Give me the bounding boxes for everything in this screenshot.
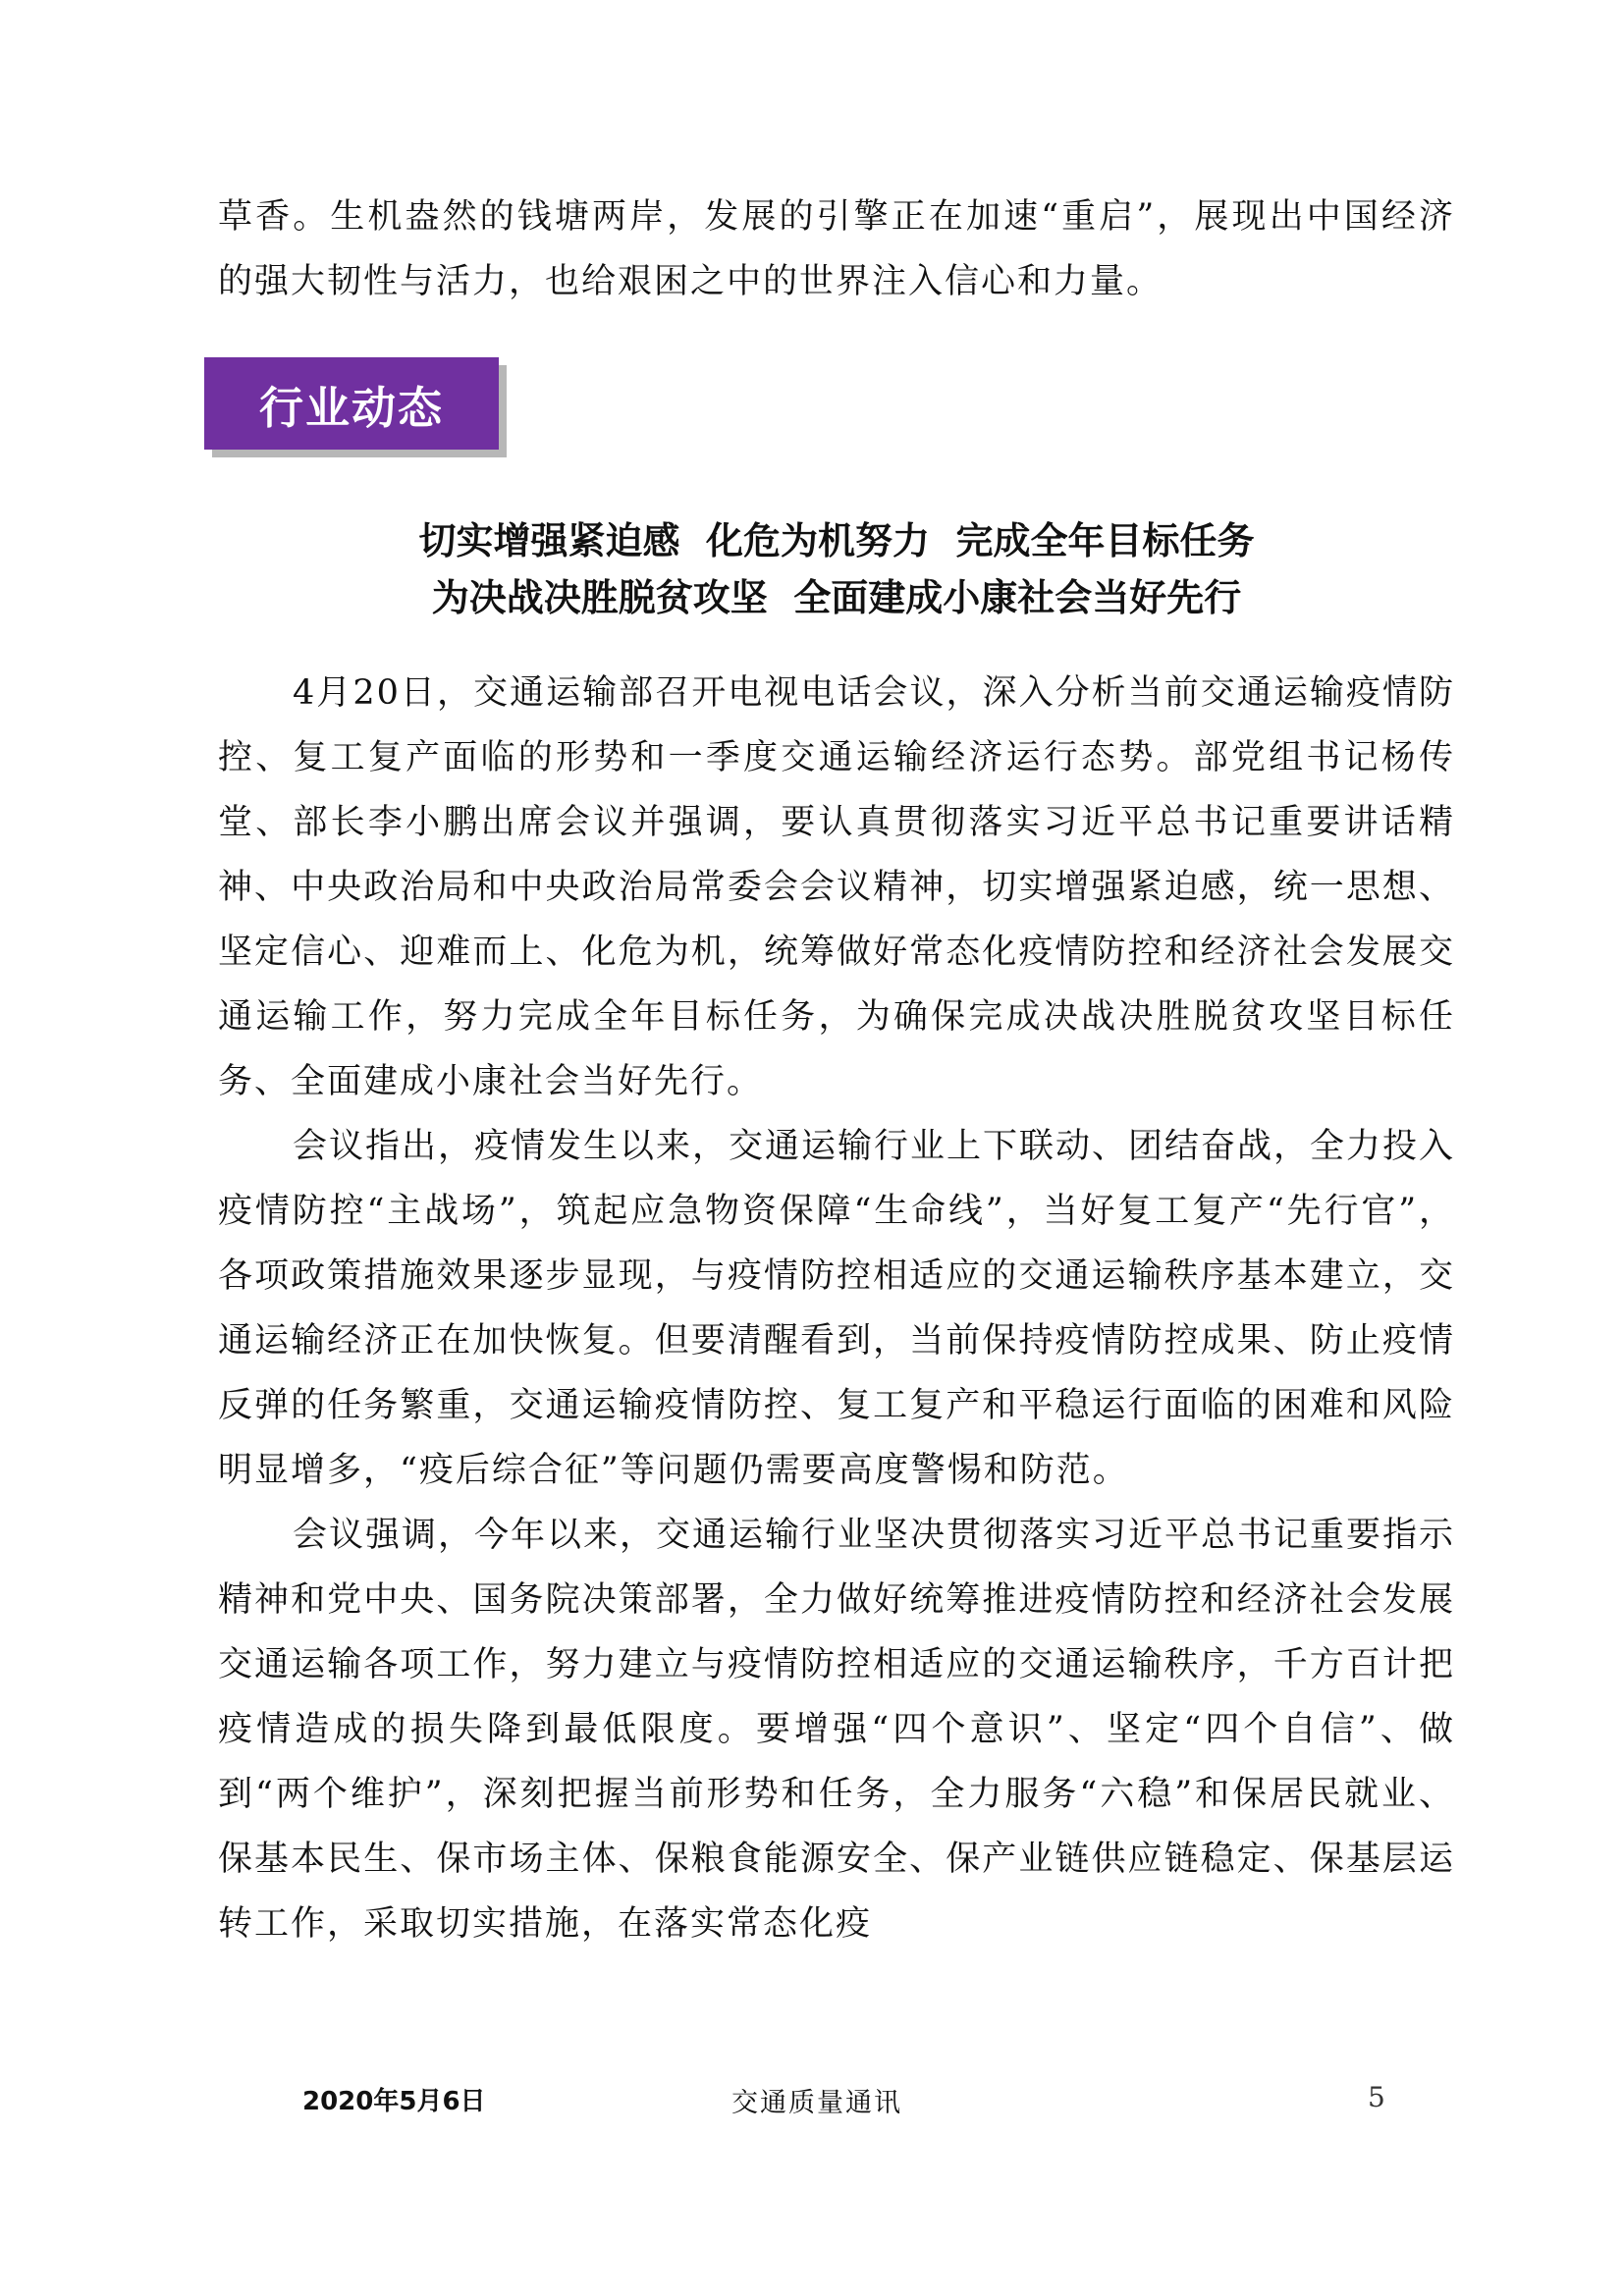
section-banner-label: 行业动态 bbox=[258, 381, 444, 434]
article-body bbox=[218, 661, 1455, 1956]
footer-date: 2020年5月6日 bbox=[302, 2087, 486, 2116]
article-title-line-1: 切实增强紧迫感 化危为机努力 完成全年目标任务 bbox=[418, 519, 1255, 562]
article-title bbox=[218, 512, 1455, 626]
article-paragraph-2: 会议指出，疫情发生以来，交通运输行业上下联动、团结奋战，全力投入疫情防控“主战场”，筑起应急物资保障“生命线”，当好复工复产“先行官”，各项政策措施效果逐步显现，与疫情防控相适应的交通运输秩序基本建立，交通运输经济正在加快恢复。但要清醒看到，当前保持疫情防控成果、防止疫情反弹的任务繁重，交通运输疫情防控、复工复产和平稳运行面临的困难和风险明显增多，“疫后综合征”等问题仍需要高度警惕和防范。 bbox=[218, 1127, 1456, 1490]
intro-paragraph: 草香。生机盎然的钱塘两岸，发展的引擎正在加速“重启”，展现出中国经济的强大韧性与活力，也给艰困之中的世界注入信心和力量。 bbox=[218, 197, 1455, 301]
footer-page-number: 5 bbox=[1368, 2081, 1385, 2113]
section-banner bbox=[204, 357, 499, 450]
article-title-line-2: 为决战决胜脱贫攻坚 全面建成小康社会当好先行 bbox=[431, 576, 1242, 619]
page-footer bbox=[0, 2081, 1623, 2130]
footer-publication: 交通质量通讯 bbox=[731, 2088, 902, 2118]
article-paragraph-3: 会议强调，今年以来，交通运输行业坚决贯彻落实习近平总书记重要指示精神和党中央、国务院决策部署，全力做好统筹推进疫情防控和经济社会发展交通运输各项工作，努力建立与疫情防控相适应的交通运输秩序，千方百计把疫情造成的损失降到最低限度。要增强“四个意识”、坚定“四个自信”、做到“两个维护”，深刻把握当前形势和任务，全力服务“六稳”和保居民就业、保基本民生、保市场主体、保粮食能源安全、保产业链供应链稳定、保基层运转工作，采取切实措施，在落实常态化疫 bbox=[218, 1516, 1456, 1944]
article-paragraph-1: 4月20日，交通运输部召开电视电话会议，深入分析当前交通运输疫情防控、复工复产面临的形势和一季度交通运输经济运行态势。部党组书记杨传堂、部长李小鹏出席会议并强调，要认真贯彻落实习近平总书记重要讲话精神、中央政治局和中央政治局常委会会议精神，切实增强紧迫感，统一思想、坚定信心、迎难而上、化危为机，统筹做好常态化疫情防控和经济社会发展交通运输工作，努力完成全年目标任务，为确保完成决战决胜脱贫攻坚目标任务、全面建成小康社会当好先行。 bbox=[218, 673, 1455, 1101]
